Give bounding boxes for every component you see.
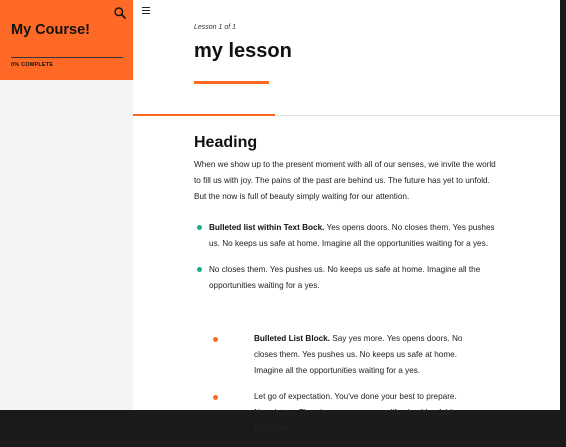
course-title: My Course! [11, 22, 90, 38]
hamburger-menu-icon [142, 7, 150, 8]
lesson-progress-bar [133, 114, 275, 116]
title-accent-bar [194, 81, 269, 84]
list-item-text: Yes opens doors. No closes them. Yes pushes us. No keeps us safe at home. Imagine all the opportunities waiting for a yes. [209, 223, 495, 248]
lesson-main [133, 0, 560, 433]
content-paragraph: When we show up to the present moment with all of our senses, we invite the world to fill us with joy. The pains of the past are behind us. The future has yet to unfold. But the now is full of beauty simply waiting for our attention. [194, 160, 496, 201]
list-item [194, 220, 504, 252]
list-item [209, 389, 474, 437]
progress-text: 0% COMPLETE [11, 62, 54, 68]
orange-bullet-icon [213, 337, 218, 342]
search-icon [113, 6, 127, 20]
list-item-bold: Bulleted list within Text Bock. [209, 223, 325, 232]
progress-divider [11, 57, 123, 58]
list-item-text: Say yes more. Yes opens doors. No closes them. Yes pushes us. No keeps us safe at home. Imagine all the opportunities waiting for a yes. [254, 334, 463, 375]
menu-button[interactable] [142, 7, 150, 14]
lesson-counter: Lesson 1 of 1 [194, 24, 237, 31]
lesson-title: my lesson [194, 40, 292, 62]
search-button[interactable] [113, 6, 127, 20]
teal-bullet-icon [197, 225, 202, 230]
teal-bullet-icon [197, 267, 202, 272]
course-sidebar [0, 0, 133, 410]
list-item-text: Let go of expectation. You've done your best to prepare. Now, let go. There's no one way your life should unfold. Enjoy the [254, 392, 457, 433]
list-item-bold: Bulleted List Block. [254, 334, 330, 343]
list-item [209, 331, 474, 379]
text-block [194, 134, 504, 205]
orange-bullet-icon [213, 395, 218, 400]
content-heading: Heading [194, 134, 258, 151]
text-block-bulleted-list [194, 220, 504, 304]
list-item [194, 262, 504, 294]
bulleted-list-block [209, 331, 474, 447]
list-item-text: No closes them. Yes pushes us. No keeps us safe at home. Imagine all the opportunities waiting for a yes. [209, 265, 481, 290]
sidebar-header [0, 0, 133, 80]
